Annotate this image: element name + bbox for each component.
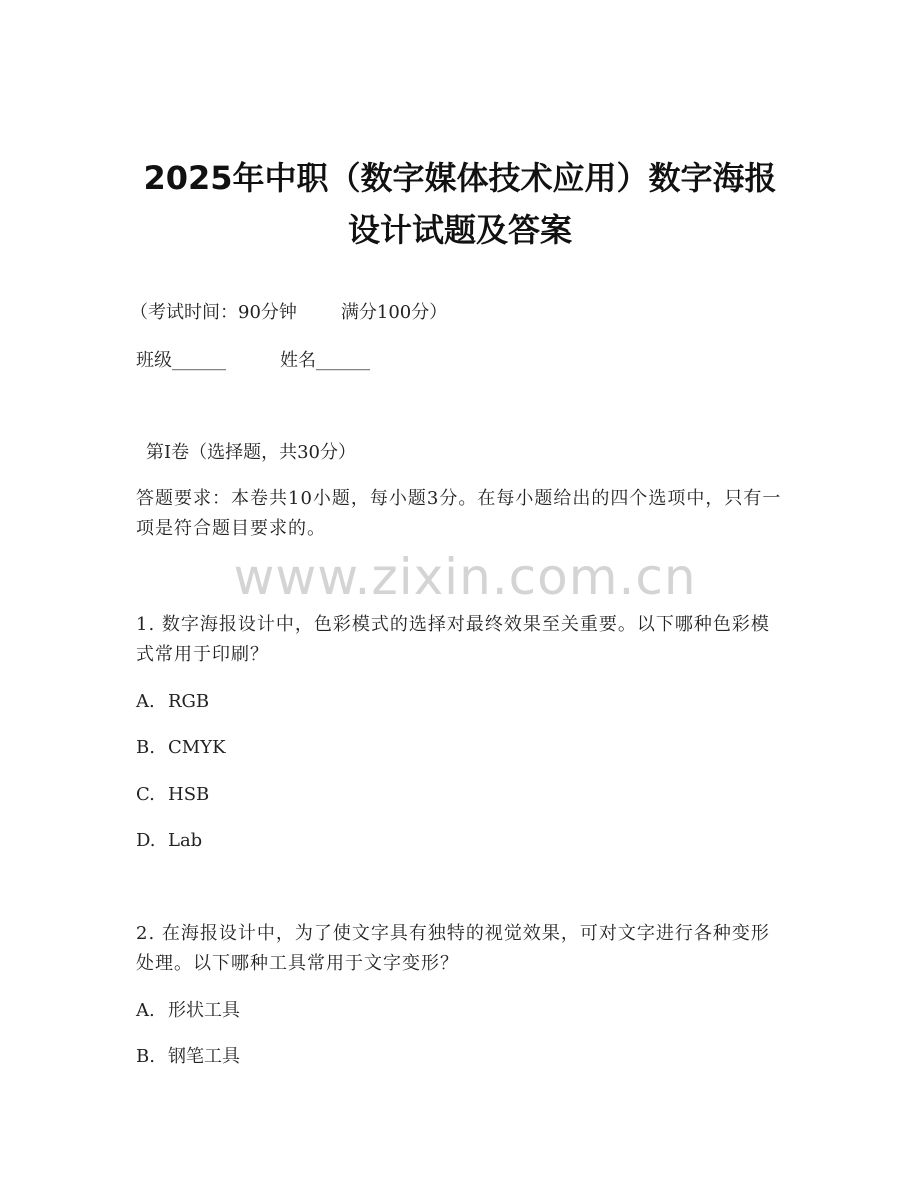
option-letter: B. (136, 737, 155, 758)
question-2-option-b (136, 1042, 240, 1072)
name-field: 姓名______ (280, 350, 370, 371)
option-letter: D. (136, 830, 156, 851)
class-field: 班级______ (136, 350, 226, 371)
question-1-option-c (136, 780, 209, 810)
option-text: 形状工具 (168, 1000, 240, 1021)
option-text: RGB (168, 691, 210, 712)
exam-time: （考试时间：90分钟 (130, 302, 297, 323)
question-2-stem: 2. 在海报设计中，为了使文字具有独特的视觉效果，可对文字进行各种变形处理。以下哪种工具常用于文字变形？ (136, 923, 770, 974)
option-letter: A. (136, 1000, 155, 1021)
option-text: CMYK (168, 737, 226, 758)
exam-score: 满分100分） (340, 302, 448, 323)
instructions: 答题要求：本卷共10小题，每小题3分。在每小题给出的四个选项中，只有一项是符合题目要求的。 (136, 488, 782, 539)
section-heading: 第Ⅰ卷（选择题，共30分） (146, 442, 357, 463)
student-fields (136, 346, 370, 376)
question-1-option-a (136, 687, 209, 717)
option-text: Lab (168, 830, 203, 851)
option-text: 钢笔工具 (168, 1046, 240, 1067)
exam-info (130, 298, 447, 328)
doc-title-line2: 设计试题及答案 (347, 211, 572, 249)
option-letter: B. (136, 1046, 155, 1067)
question-2-option-a (136, 996, 240, 1026)
doc-title-line1: 2025年中职（数字媒体技术应用）数字海报 (143, 159, 777, 197)
option-text: HSB (168, 784, 210, 805)
watermark: www.zixin.com.cn (233, 548, 697, 606)
question-1-option-d (136, 826, 202, 856)
question-1-stem: 1. 数字海报设计中，色彩模式的选择对最终效果至关重要。以下哪种色彩模式常用于印刷？ (136, 614, 770, 665)
option-letter: C. (136, 784, 155, 805)
question-1-option-b (136, 733, 226, 763)
option-letter: A. (136, 691, 155, 712)
